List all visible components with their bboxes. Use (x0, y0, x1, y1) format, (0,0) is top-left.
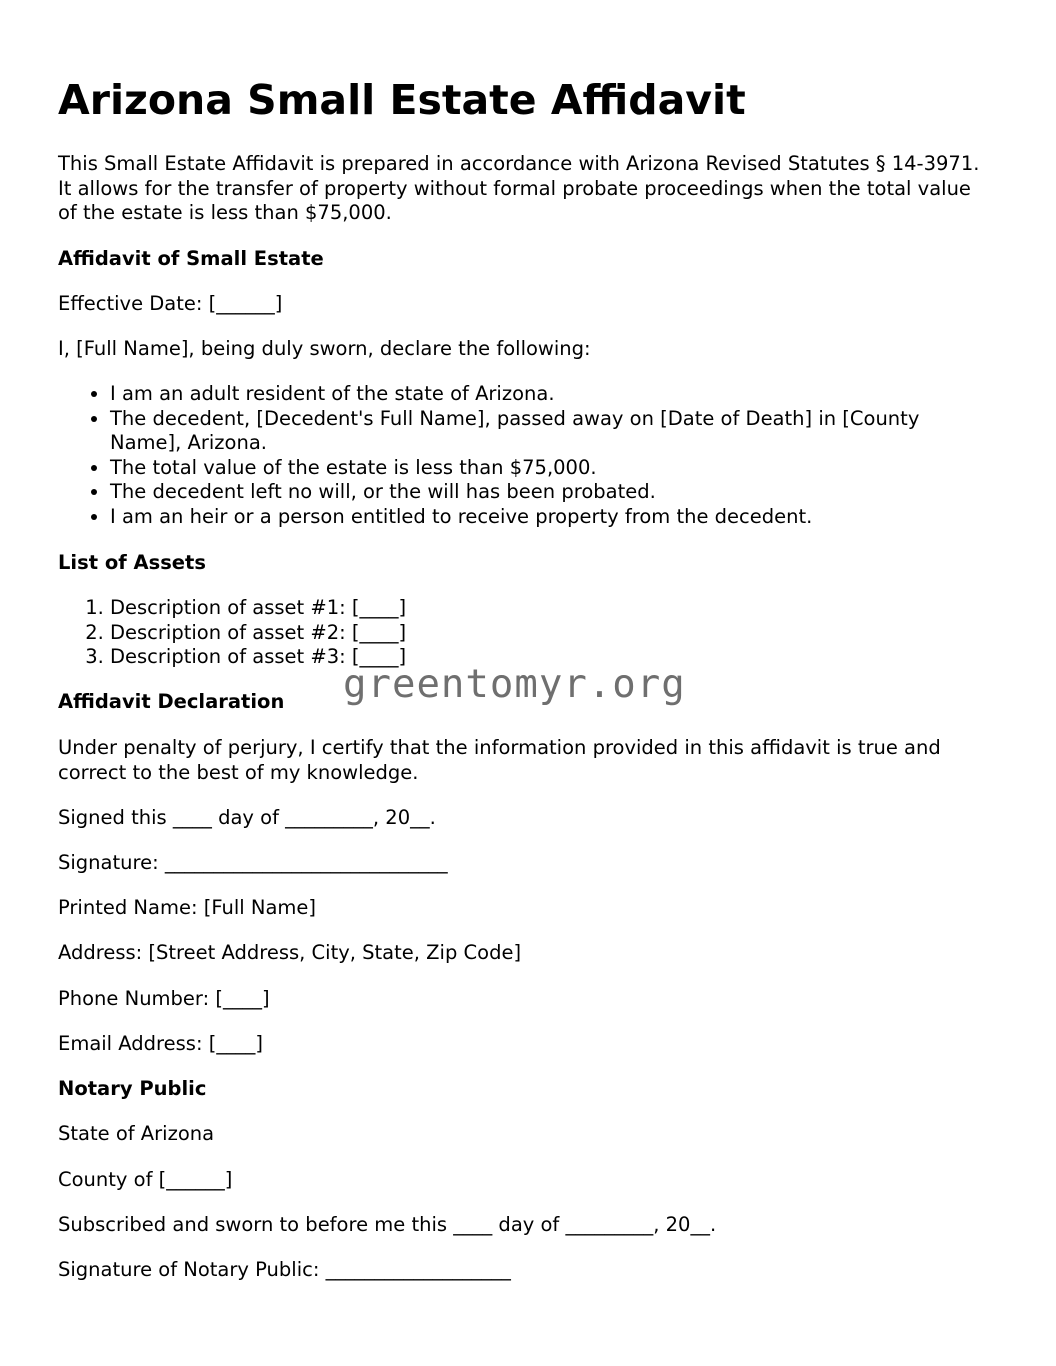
list-item: 1. Description of asset #1: [____] (110, 596, 993, 621)
section-heading-declaration: Affidavit Declaration (58, 690, 285, 713)
declare-line: I, [Full Name], being duly sworn, declare the following: (58, 337, 591, 360)
printed-name: Printed Name: [Full Name] (58, 896, 317, 919)
county-line: County of [______] (58, 1168, 233, 1191)
effective-date: Effective Date: [______] (58, 292, 283, 315)
list-item: 2. Description of asset #2: [____] (110, 621, 993, 646)
signature-line: Signature: _____________________________ (58, 851, 448, 874)
list-item: • The decedent left no will, or the will has been probated. (110, 480, 993, 505)
intro-paragraph: This Small Estate Affidavit is prepared in accordance with Arizona Revised Statutes § 14-3971. It allows for the transfer of property without formal probate proceedings when the total value of the estate is less than $75,000. (58, 152, 980, 225)
declaration-bullets (58, 382, 993, 530)
list-item: • The decedent, [Decedent's Full Name], passed away on [Date of Death] in [County Name], Arizona. (110, 407, 993, 456)
watermark: greentomyr.org (343, 662, 686, 707)
email-line: Email Address: [____] (58, 1032, 263, 1055)
address-line: Address: [Street Address, City, State, Zip Code] (58, 941, 522, 964)
section-heading-notary: Notary Public (58, 1077, 207, 1100)
notary-signature-line: Signature of Notary Public: ___________________ (58, 1258, 511, 1281)
document-title: Arizona Small Estate Affidavit (58, 76, 746, 124)
subscribed-line: Subscribed and sworn to before me this ____ day of _________, 20__. (58, 1213, 717, 1236)
list-item: • I am an heir or a person entitled to receive property from the decedent. (110, 505, 993, 530)
list-item: • I am an adult resident of the state of Arizona. (110, 382, 993, 407)
state-line: State of Arizona (58, 1122, 215, 1145)
list-item: 3. Description of asset #3: [____] (110, 645, 993, 670)
section-heading-assets: List of Assets (58, 551, 206, 574)
declaration-text: Under penalty of perjury, I certify that the information provided in this affidavit is true and correct to the best of my knowledge. (58, 736, 941, 784)
phone-line: Phone Number: [____] (58, 987, 270, 1010)
signed-line: Signed this ____ day of _________, 20__. (58, 806, 436, 829)
assets-list (58, 596, 993, 670)
section-heading-affidavit: Affidavit of Small Estate (58, 247, 324, 270)
list-item: • The total value of the estate is less than $75,000. (110, 456, 993, 481)
